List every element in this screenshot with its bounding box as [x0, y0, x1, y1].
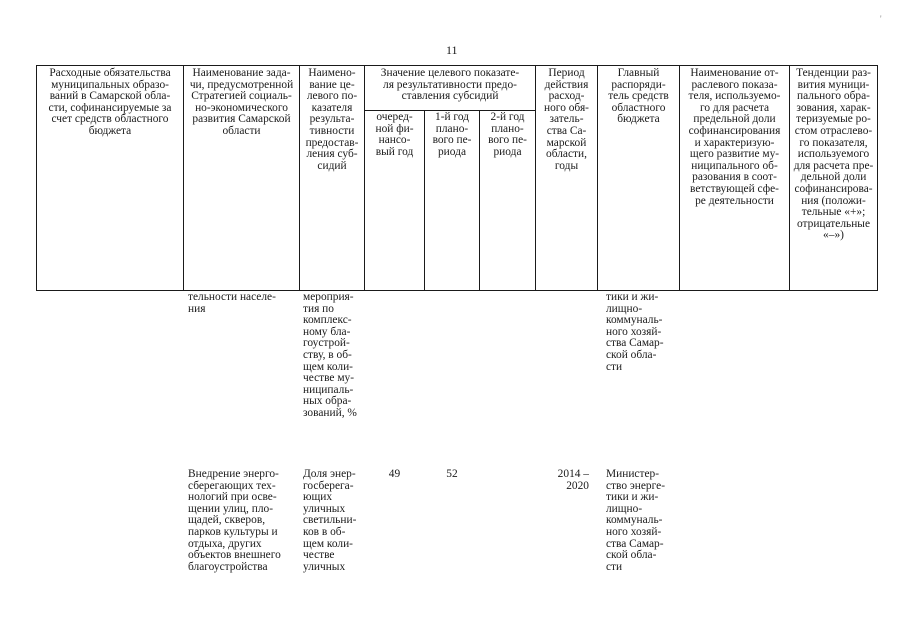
row2-value-current-year: 49 [388, 468, 401, 480]
header-indicator-value-group: Значение целевого показате- ля результативности предо- ставления субсидий [380, 67, 520, 103]
header-sector-indicator: Наименование от- раслевого показа- теля, используемо- го для расчета предельной доли софинансирования и характеризую- щего развитие му- ниципального об- разования в соот- ветствующей сфе- ре деятельности [688, 67, 781, 207]
header-development-trends: Тенденции раз- вития муници- пального обра- зования, харак- теризуемые ро- стом отраслево- го показателя, используемого для расчета пре- дельной доли софинансирова- ния (положи- тельные «+»; отрицательные «–») [793, 67, 874, 242]
header-bottom-border [36, 290, 878, 291]
header-current-year: очеред- ной фи- нансо- вый год [375, 111, 414, 158]
header-period: Период действия расход- ного обя- затель- ства Са- марской области, годы [544, 67, 589, 172]
page-number: 11 [446, 43, 458, 57]
header-task-name: Наименование зада- чи, предусмотренной Стратегией социаль- но-экономического развития Самарской области [189, 67, 294, 137]
row1-indicator-continuation: мероприя- тия по комплекс- ному бла- гоустрой- ству, в об- щем коли- честве му- ниципаль- ных обра- зований, % [303, 291, 357, 419]
row2-task: Внедрение энерго- сберегающих тех- нологий при осве- щении улиц, пло- щадей, скверов, парков культуры и отдыха, других объектов внешнего благоустройства [188, 468, 281, 573]
table-right-border [877, 65, 878, 291]
row2-indicator: Доля энер- госберега- ющих уличных светильни- ков в об- щем коли- честве уличных [303, 468, 357, 573]
row2-period: 2014 – 2020 [557, 468, 589, 492]
header-budget-administrator: Главный распоряди- тель средств областного бюджета [608, 67, 669, 126]
header-plan-year-2: 2-й год плано- вого пе- риода [488, 111, 527, 158]
header-indicator-name: Наимено- вание це- левого по- казателя результа- тивности предостав- ления суб- сидий [305, 67, 359, 172]
row2-value-plan-year-1: 52 [446, 468, 458, 480]
header-expense-obligations: Расходные обязательства муниципальных образо- ваний в Самарской обла- сти, софинансируемые за счет средств областного бюджета [48, 67, 172, 137]
header-plan-year-1: 1-й год плано- вого пе- риода [432, 111, 472, 158]
row2-administrator: Министер- ство энерге- тики и жи- лищно- коммуналь- ного хозяй- ства Самар- ской обла- сти [606, 468, 665, 573]
row1-task-continuation: тельности населе- ния [188, 291, 276, 315]
scan-mark: ' [880, 14, 882, 24]
row1-administrator-continuation: тики и жи- лищно- коммуналь- ного хозяй- ства Самар- ской обла- сти [606, 291, 664, 373]
table-top-border [36, 65, 878, 66]
